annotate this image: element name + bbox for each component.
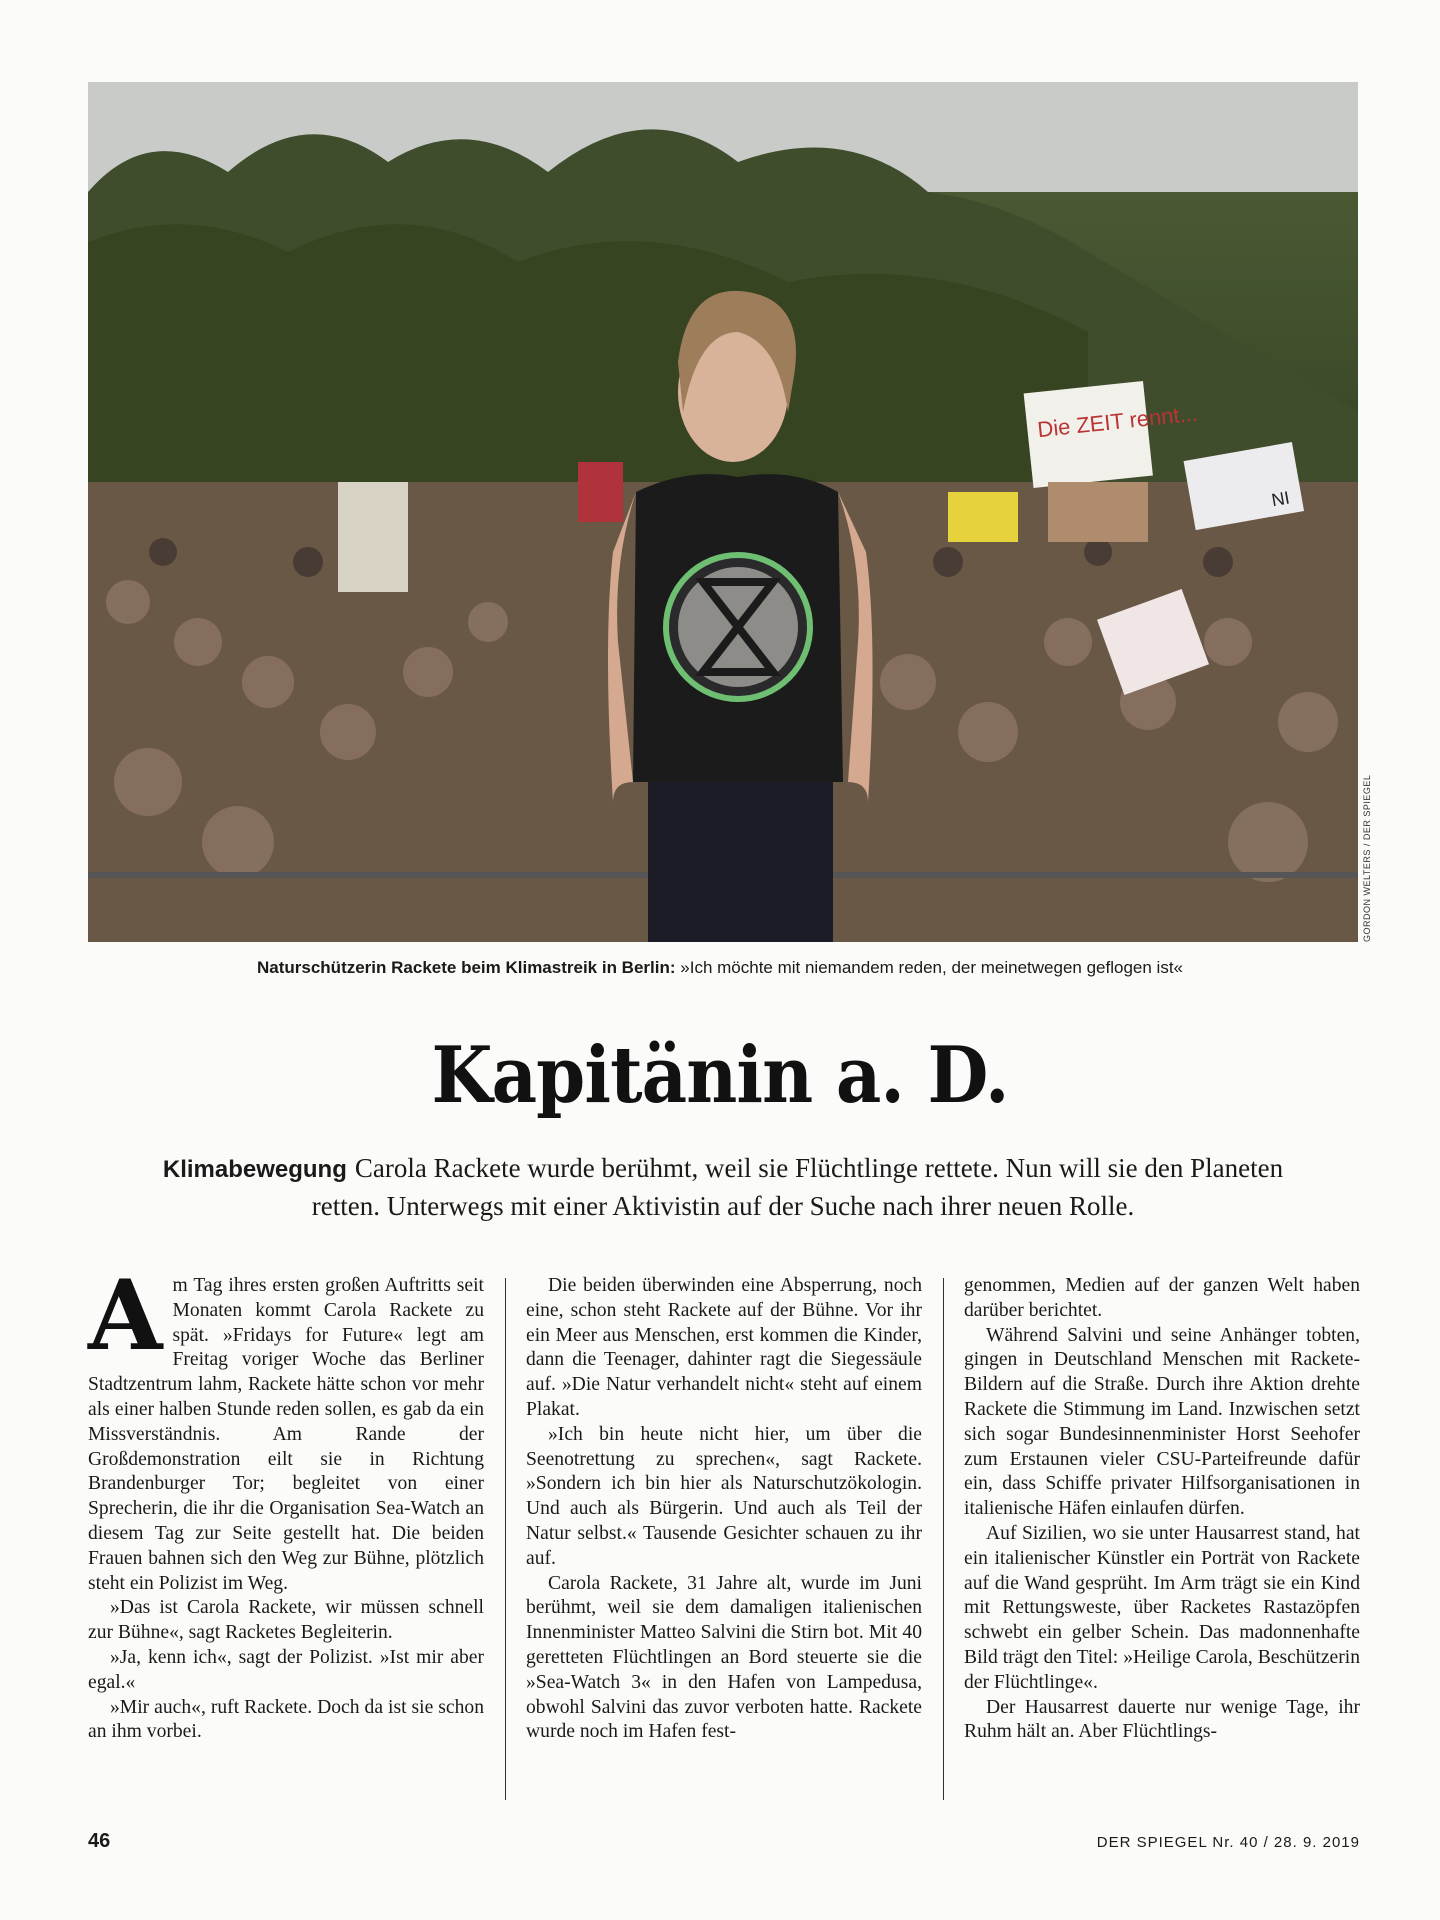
standfirst-text: Carola Rackete wurde berühmt, weil sie Flüchtlinge rettete. Nun will sie den Planeten retten. Unterwegs mit einer Aktivistin auf der Suche nach ihrer neuen Rolle.	[311, 1153, 1284, 1221]
dropcap: A	[88, 1259, 163, 1372]
folio	[1097, 1834, 1360, 1851]
standfirst	[128, 1150, 1318, 1225]
paragraph: »Ja, kenn ich«, sagt der Polizist. »Ist mir aber egal.«	[88, 1646, 484, 1693]
article-column-2	[526, 1274, 922, 1745]
paragraph: Der Hausarrest dauerte nur wenige Tage, ihr Ruhm hält an. Aber Flüchtlings-	[964, 1696, 1360, 1743]
article-headline: Kapitänin a. D.	[431, 1030, 1009, 1121]
paragraph: Während Salvini und seine Anhänger tobten, gingen in Deutschland Menschen mit Rackete-Bildern auf die Straße. Durch ihre Aktion drehte Rackete die Stimmung im Land. Inzwischen setzt sich sogar Bundesinnenminister Horst Seehofer zum Erstaunen vieler CSU-Parteifreunde dafür ein, dass Schiffe privater Hilfsorganisationen in italienische Häfen einlaufen dürfen.	[964, 1324, 1360, 1520]
issue-info: Nr. 40 / 28. 9. 2019	[1212, 1834, 1360, 1851]
paragraph: Am Tag ihres ersten großen Auftritts seit Monaten kommt Carola Rackete zu spät. »Fridays for Future« legt am Freitag voriger Woche das Berliner Stadtzentrum lahm, Rackete hätte schon vor mehr als einer halben Stunde reden sollen, es gab da ein Missverständnis. Am Rande der Großdemonstration eilt sie in Richtung Brandenburger Tor; begleitet von einer Sprecherin, die ihr die Organisation Sea-Watch an diesem Tag zur Seite gestellt hat. Die beiden Frauen bahnen sich den Weg zur Bühne, plötzlich steht ein Polizist im Weg.	[88, 1259, 484, 1594]
paragraph: Carola Rackete, 31 Jahre alt, wurde im Juni berühmt, weil sie dem damaligen italienischen Innenminister Matteo Salvini die Stirn bot. Mit 40 geretteten Flüchtlingen an Bord steuerte sie die »Sea-Watch 3« in den Hafen von Lampedusa, obwohl Salvini das zuvor verboten hatte. Rackete wurde noch im Hafen fest-	[526, 1572, 922, 1743]
paragraph: »Das ist Carola Rackete, wir müssen schnell zur Bühne«, sagt Racketes Begleiterin.	[88, 1597, 484, 1644]
column-rule	[505, 1278, 506, 1800]
paragraph: Die beiden überwinden eine Absperrung, noch eine, schon steht Rackete auf der Bühne. Vor ihr ein Meer aus Menschen, erst kommen die Kinder, dann die Teenager, dahinter ragt die Siegessäule auf. »Die Natur verhandelt nicht« steht auf einem Plakat.	[526, 1275, 922, 1420]
photo-caption	[0, 958, 1440, 978]
paragraph: Auf Sizilien, wo sie unter Hausarrest stand, hat ein italienischer Künstler ein Porträt von Rackete auf die Wand gesprüht. Im Arm trägt sie ein Kind mit Rettungsweste, über Racketes Rastazöpfen schwebt ein gelber Schein. Das madonnenhafte Bild trägt den Titel: »Heilige Carola, Beschützerin der Flüchtlinge«.	[964, 1522, 1360, 1693]
paragraph: »Mir auch«, ruft Rackete. Doch da ist sie schon an ihm vorbei.	[88, 1696, 484, 1743]
column-rule	[943, 1278, 944, 1800]
caption-quote: »Ich möchte mit niemandem reden, der meinetwegen geflogen ist«	[680, 958, 1183, 977]
article-column-3	[964, 1274, 1360, 1745]
photo-credit: GORDON WELTERS / DER SPIEGEL	[1362, 774, 1372, 942]
article-column-1	[88, 1259, 484, 1745]
photo-illustration	[88, 82, 1358, 942]
protest-sign-text-2: NI	[1269, 487, 1292, 511]
paragraph: genommen, Medien auf der ganzen Welt haben darüber berichtet.	[964, 1275, 1360, 1321]
magazine-name: DER SPIEGEL	[1096, 1834, 1208, 1851]
caption-lead: Naturschützerin Rackete beim Klimastreik in Berlin:	[257, 958, 676, 977]
protest-sign-text: Die ZEIT rennt...	[1036, 400, 1199, 443]
hero-photo	[88, 82, 1358, 942]
paragraph: »Ich bin heute nicht hier, um über die Seenotrettung zu sprechen«, sagt Rackete. »Sondern ich bin hier als Naturschutzökologin. Und auch als Bürgerin. Und auch als Teil der Natur selbst.« Tausende Gesichter schauen zu ihr auf.	[526, 1423, 922, 1569]
page-number: 46	[88, 1830, 111, 1852]
standfirst-kicker: Klimabewegung	[162, 1156, 347, 1183]
